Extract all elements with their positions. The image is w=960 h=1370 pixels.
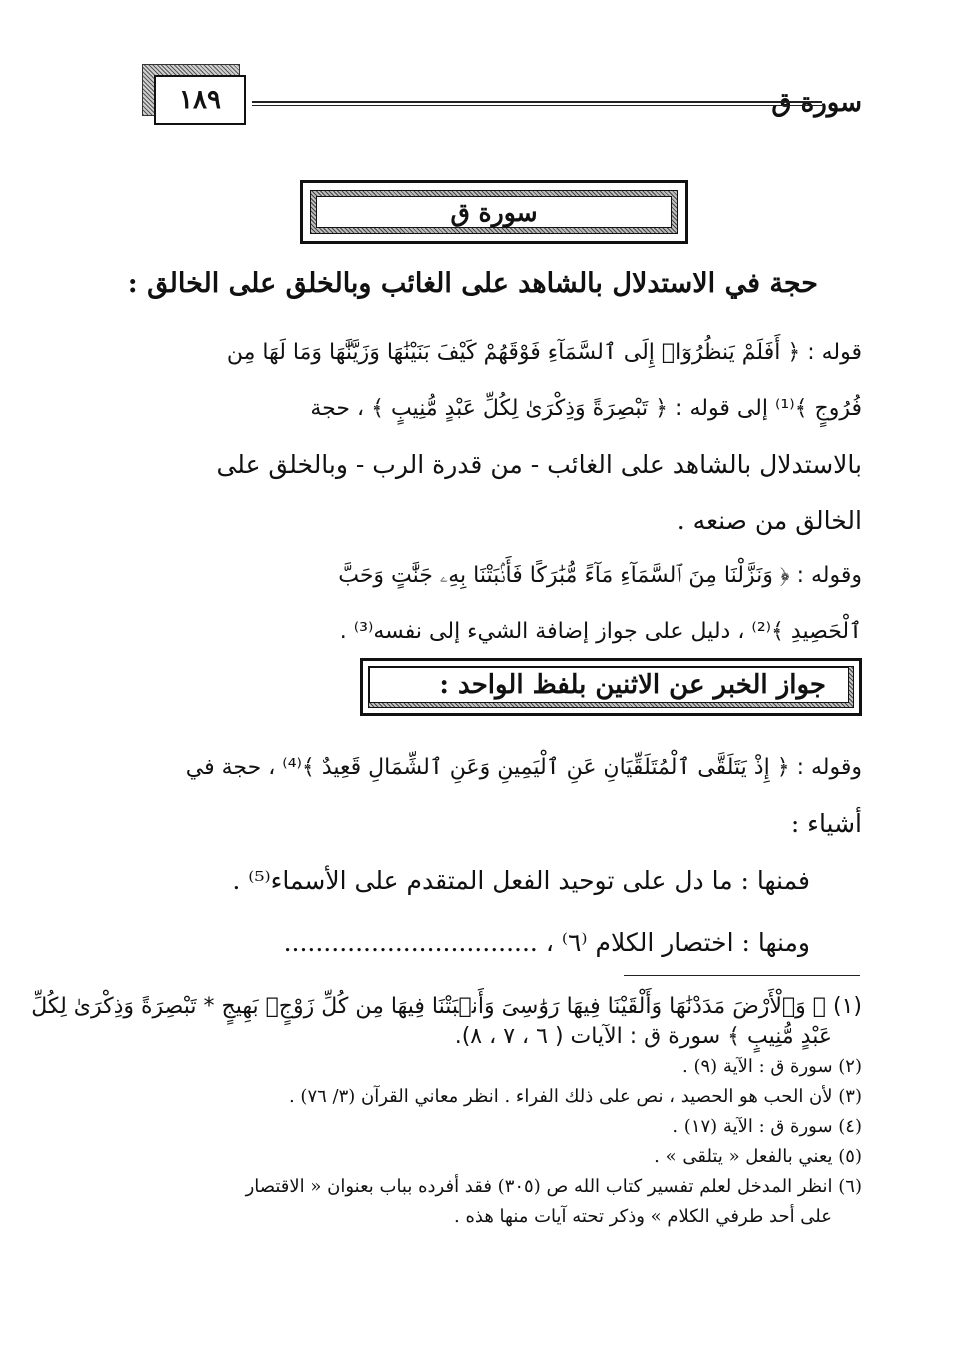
page-number-box [154,75,246,125]
section-heading-box-2 [360,658,862,716]
header-rule [252,101,822,106]
section-heading-1: حجة في الاستدلال بالشاهد على الغائب وبالخلق على الخالق : [127,268,818,299]
text-line: ٱلْحَصِيدِ ﴾⁽²⁾ ، دليل على جواز إضافة الشيء إلى نفسه⁽³⁾ . [339,619,862,644]
section-heading-2: جواز الخبر عن الاثنين بلفظ الواحد : [369,667,849,703]
text-line: أشياء : [790,809,862,838]
page-number: ١٨٩ [179,85,221,115]
footnote-6-cont: على أحد طرفي الكلام » وذكر تحته آيات منها هذه . [454,1206,832,1227]
footnote-1: (١) ﴿ وَٱلْأَرْضَ مَدَدْنَٰهَا وَأَلْقَيْنَا فِيهَا رَوَٰسِىَ وَأَنۢبَتْنَا فِيهَا مِن كُلِّ زَوْجٍۭ بَهِيجٍ * تَبْصِرَةً وَذِكْرَىٰ لِكُلِّ [31,994,862,1019]
text-line: بالاستدلال بالشاهد على الغائب - من قدرة الرب - وبالخلق على [216,450,862,479]
text-line: قوله : ﴿ أَفَلَمْ يَنظُرُوٓا۟ إِلَى ٱلسَّمَآءِ فَوْقَهُمْ كَيْفَ بَنَيْنَٰهَا وَزَيَّنَّٰهَا وَمَا لَهَا مِن [226,340,862,365]
text-line: وقوله : ﴿ وَنَزَّلْنَا مِنَ ٱلسَّمَآءِ مَآءً مُّبَٰرَكًا فَأَنۢبَتْنَا بِهِۦ جَنَّٰتٍ وَحَبَّ [338,563,862,588]
footnote-4: (٤) سورة ق : الآية (١٧) . [672,1116,862,1137]
list-item-1: فمنها : ما دل على توحيد الفعل المتقدم على الأسماء⁽⁵⁾ . [232,866,810,895]
paragraph-2 [126,548,862,660]
paragraph-3 [126,740,862,852]
footnote-3: (٣) لأن الحب هو الحصيد ، نص على ذلك الفراء . انظر معاني القرآن (٣/ ٧٦) . [288,1086,862,1107]
footnote-rule [624,975,860,976]
running-title: سورة ق [771,88,862,118]
list-item-2: ومنها : اختصار الكلام ⁽٦⁾ ، ................................ [283,928,810,957]
paragraph-1 [126,325,862,549]
text-line: فُرُوجٍ ﴾⁽¹⁾ إلى قوله : ﴿ تَبْصِرَةً وَذِكْرَىٰ لِكُلِّ عَبْدٍ مُّنِيبٍ ﴾ ، حجة [310,396,862,421]
footnotes [31,992,862,1232]
footnote-1-cont: عَبْدٍ مُّنِيبٍ ﴾ سورة ق : الآيات ( ٦ ، ٧ ، ٨). [454,1024,832,1049]
footnote-5: (٥) يعني بالفعل « يتلقى » . [654,1146,862,1167]
surah-title: سورة ق [316,196,672,228]
surah-title-box [300,180,688,244]
footnote-6: (٦) انظر المدخل لعلم تفسير كتاب الله ص (٣٠٥) فقد أفرده بباب بعنوان « الاقتصار [245,1176,862,1197]
text-line: وقوله : ﴿ إِذْ يَتَلَقَّى ٱلْمُتَلَقِّيَانِ عَنِ ٱلْيَمِينِ وَعَنِ ٱلشِّمَالِ قَعِيدٌ ﴾⁽⁴⁾ ، حجة في [185,755,862,780]
footnote-2: (٢) سورة ق : الآية (٩) . [682,1056,862,1077]
text-line: الخالق من صنعه . [676,506,862,535]
